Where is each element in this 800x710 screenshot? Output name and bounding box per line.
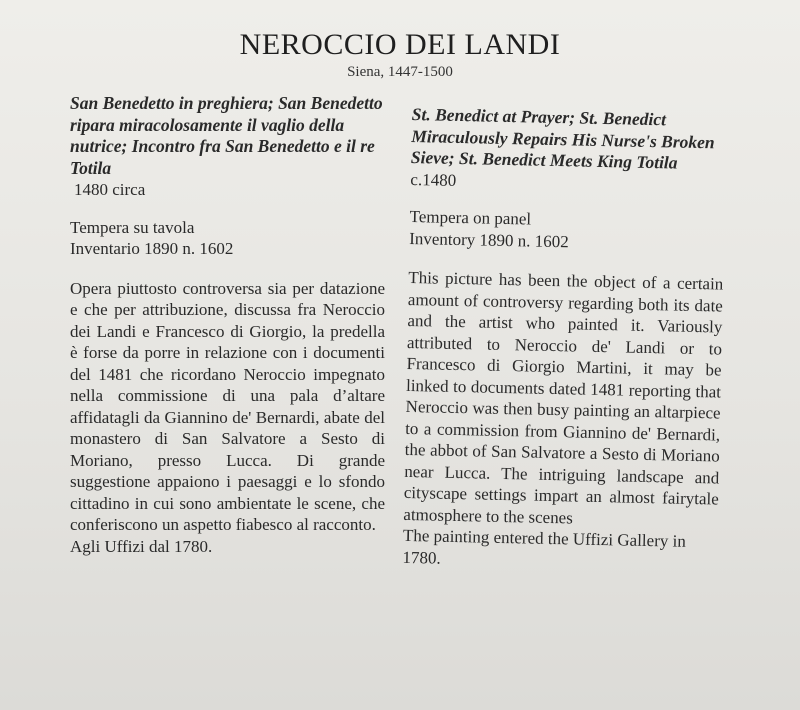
english-meta: [409, 206, 725, 256]
english-column: [402, 104, 727, 574]
english-work-title: St. Benedict at Prayer; St. Benedict Miraculously Repairs His Nurse's Broken Sieve; St. Benedict Meets King Totila: [410, 104, 715, 173]
artist-name: NEROCCIO DEI LANDI: [239, 28, 561, 61]
italian-provenance: Agli Uffizi dal 1780.: [70, 536, 213, 556]
italian-work-title: San Benedetto in preghiera; San Benedetto ripara miracolosamente il vaglio della nutrice; Incontro fra San Benedetto e il re Totila: [70, 93, 383, 178]
english-work-date: c.1480: [410, 169, 457, 190]
english-description: This picture has been the object of a certain amount of controversy regarding both its date and the artist who painted it. Variously attributed to Neroccio de' Landi or to Francesco di Giorgio Martini, it may be linked to documents dated 1481 reporting that Neroccio was then busy painting an altarpiece to a commission from Giannino de' Bernardi, the abbot of San Salvatore a Sesto di Moriano near Lucca. The intriguing landscape and cityscape settings impart an almost fairytale atmosphere to the scenes: [403, 267, 724, 527]
italian-work-date: 1480 circa: [74, 180, 146, 199]
italian-meta: [70, 217, 385, 260]
italian-description: Opera piuttosto controversa sia per datazione e che per attribuzione, discussa fra Neroccio dei Landi e Francesco di Giorgio, la predella è forse da porre in relazione con i documenti del 1481 che ricordano Neroccio impegnato nella commissione di una pala d’altare affidatagli da Giannino de' Bernardi, abate del monastero di San Salvatore a Sesto di Moriano, presso Lucca. Di grande suggestione appaiono i paesaggi e lo sfondo cittadino in cui sono ambientate le scene, che conferiscono un aspetto fiabesco al racconto.: [70, 278, 385, 534]
italian-inventory: Inventario 1890 n. 1602: [70, 239, 234, 258]
italian-column: [70, 93, 385, 557]
italian-medium: Tempera su tavola: [70, 217, 195, 237]
english-provenance: The painting entered the Uffizi Gallery in 1780.: [402, 525, 687, 568]
english-inventory: Inventory 1890 n. 1602: [408, 228, 569, 251]
english-medium: Tempera on panel: [409, 206, 532, 229]
artist-origin: Siena, 1447-1500: [347, 64, 453, 80]
